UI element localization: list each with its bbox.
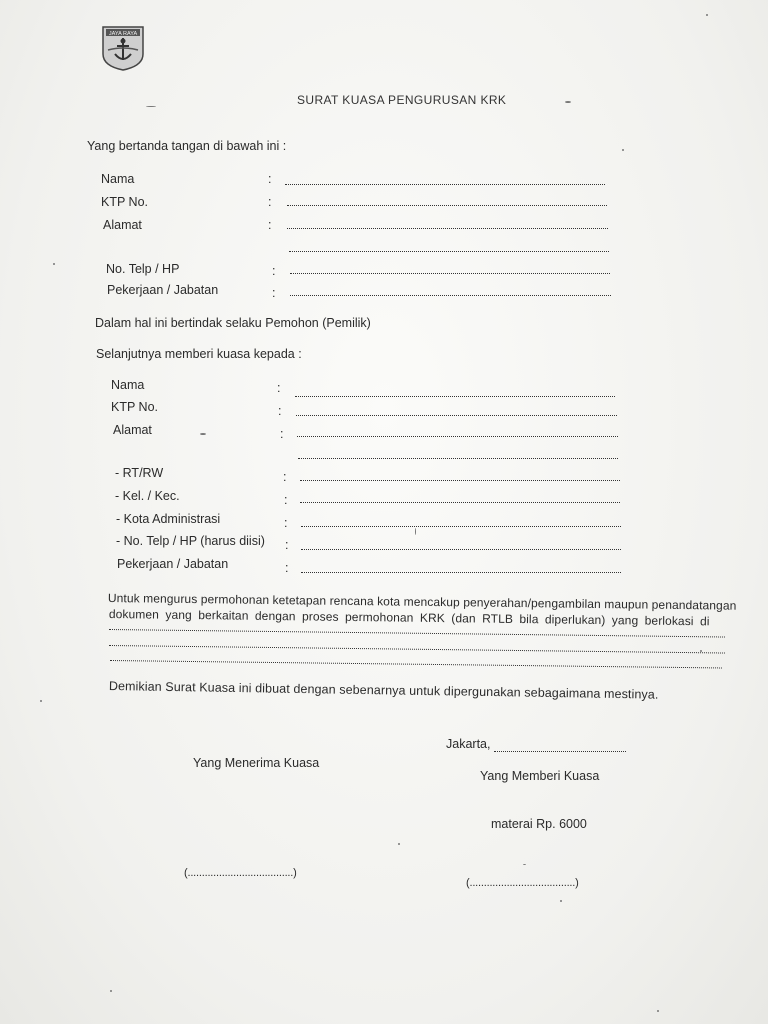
grantor-alamat-field[interactable] bbox=[287, 228, 608, 229]
giver-name-field[interactable]: (.....................................) bbox=[466, 877, 579, 889]
grantee-kelkec-field[interactable] bbox=[300, 502, 620, 503]
giver-label: Yang Memberi Kuasa bbox=[480, 769, 600, 783]
date-field[interactable] bbox=[494, 751, 626, 752]
grantee-ktp-field[interactable] bbox=[296, 415, 617, 416]
grantee-alamat-field[interactable] bbox=[297, 436, 618, 437]
colon: : bbox=[268, 172, 272, 186]
grantee-rtrw-field[interactable] bbox=[300, 480, 620, 481]
grantor-ktp-label: KTP No. bbox=[101, 195, 149, 209]
grantor-intro: Yang bertanda tangan di bawah ini : bbox=[87, 139, 287, 153]
grantee-kota-field[interactable] bbox=[301, 526, 621, 527]
purpose-line-1: Untuk mengurus permohonan ketetapan rencana kota mencakup penyerahan/pengambilan maupun penandatangan bbox=[107, 591, 737, 613]
colon: : bbox=[284, 516, 288, 530]
colon: : bbox=[283, 470, 287, 484]
document-title: SURAT KUASA PENGURUSAN KRK bbox=[297, 93, 507, 107]
grantor-alamat-field-2[interactable] bbox=[289, 251, 609, 252]
grantee-kota-label: - Kota Administrasi bbox=[116, 512, 221, 526]
closing-statement: Demikian Surat Kuasa ini dibuat dengan sebenarnya untuk dipergunakan sebagaimana mestinya. bbox=[108, 679, 659, 702]
grantor-pekerjaan-field[interactable] bbox=[290, 295, 611, 296]
materai-label: materai Rp. 6000 bbox=[491, 817, 587, 831]
grantee-kelkec-label: - Kel. / Kec. bbox=[115, 489, 180, 503]
grantee-alamat-label: Alamat bbox=[113, 423, 152, 437]
grantee-nama-field[interactable] bbox=[295, 396, 615, 397]
colon: : bbox=[272, 264, 276, 278]
grantor-capacity: Dalam hal ini bertindak selaku Pemohon (Pemilik) bbox=[95, 316, 371, 330]
colon: : bbox=[284, 493, 288, 507]
emblem-text: JAYA RAYA bbox=[108, 31, 138, 37]
grantor-nama-field[interactable] bbox=[285, 184, 605, 185]
colon: : bbox=[280, 427, 284, 441]
grantee-alamat-field-2[interactable] bbox=[298, 458, 618, 459]
grantee-rtrw-label: - RT/RW bbox=[115, 466, 164, 480]
grantor-nama-label: Nama bbox=[101, 172, 135, 186]
colon: : bbox=[285, 561, 289, 575]
grantee-ktp-label: KTP No. bbox=[111, 400, 159, 414]
location-field-3[interactable] bbox=[110, 660, 722, 668]
colon: : bbox=[285, 538, 289, 552]
place-label: Jakarta, bbox=[446, 737, 491, 751]
grantee-telp-label: - No. Telp / HP (harus diisi) bbox=[116, 534, 265, 548]
grantee-pekerjaan-label: Pekerjaan / Jabatan bbox=[117, 557, 229, 571]
colon: : bbox=[278, 404, 282, 418]
grantor-telp-label: No. Telp / HP bbox=[106, 262, 180, 276]
grantor-telp-field[interactable] bbox=[290, 273, 610, 274]
grantee-pekerjaan-field[interactable] bbox=[301, 572, 621, 573]
colon: : bbox=[268, 218, 272, 232]
receiver-name-field[interactable]: (.....................................) bbox=[184, 867, 297, 879]
receiver-label: Yang Menerima Kuasa bbox=[193, 756, 320, 770]
grantor-pekerjaan-label: Pekerjaan / Jabatan bbox=[107, 283, 219, 297]
colon: : bbox=[268, 195, 272, 209]
grantee-nama-label: Nama bbox=[111, 378, 145, 392]
grantor-alamat-label: Alamat bbox=[103, 218, 142, 232]
jakarta-emblem-icon bbox=[100, 24, 146, 72]
colon: : bbox=[277, 381, 281, 395]
grantor-ktp-field[interactable] bbox=[287, 205, 607, 206]
location-field-2[interactable] bbox=[109, 645, 725, 654]
colon: : bbox=[272, 286, 276, 300]
grantee-intro: Selanjutnya memberi kuasa kepada : bbox=[96, 347, 302, 361]
location-field-1[interactable] bbox=[109, 629, 725, 638]
grantee-telp-field[interactable] bbox=[301, 549, 621, 550]
purpose-line-2: dokumen yang berkaitan dengan proses permohonan KRK (dan RTLB bila diperlukan) yang berlokasi di bbox=[108, 607, 710, 629]
